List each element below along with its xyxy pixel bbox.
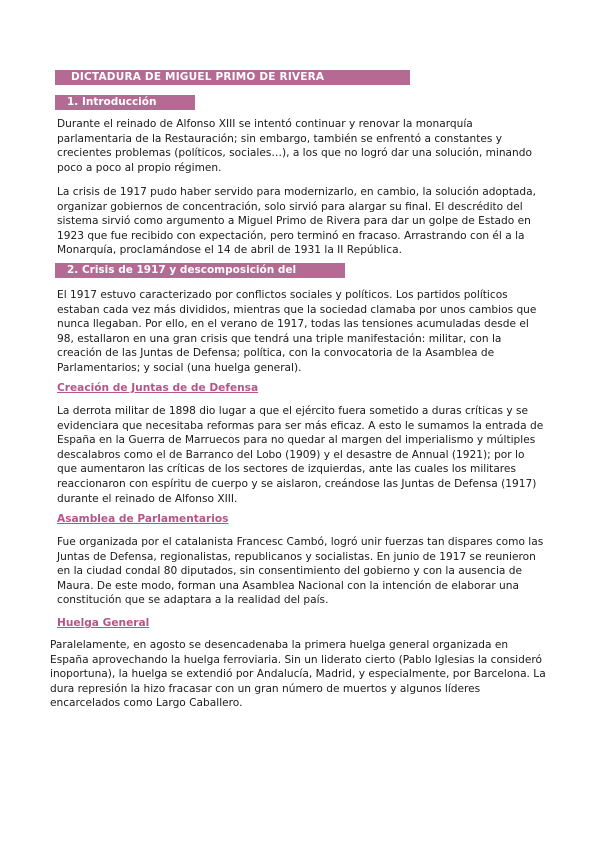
document-title: DICTADURA DE MIGUEL PRIMO DE RIVERA bbox=[55, 70, 410, 85]
section-heading-introduccion: 1. Introducción bbox=[55, 95, 195, 110]
subheading-huelga-general: Huelga General bbox=[57, 617, 150, 629]
paragraph-juntas-defensa: La derrota militar de 1898 dio lugar a que el ejército fuera sometido a duras críticas y se evidenciara que necesitaba reformas para ser más eficaz. A esto le sumamos la entrada de España en la Guerra de Marruecos para no quedar al margen del imperialismo y múltiples descalabros como el de Barranco del Lobo (1909) y el desastre de Annual (1921); por lo que aumentaron las críticas de los sectores de izquierdas, ante las cuales los militares reaccionaron con espíritu de cuerpo y se aislaron, creándose las Juntas de Defensa (1917) durante el reinado de Alfonso XIII. bbox=[57, 405, 544, 505]
paragraph-crisis-intro: El 1917 estuvo caracterizado por conflictos sociales y políticos. Los partidos políticos estaban cada vez más divididos, mientras que la sociedad clamaba por unos cambios que nunca llegaban. Por ello, en el verano de 1917, todas las tensiones acumuladas desde el 98, estallaron en una gran crisis que tendrá una triple manifestación: militar, con la creación de las Juntas de Defensa; política, con la convocatoria de la Asamblea de Parlamentarios; y social (una huelga general). bbox=[57, 289, 537, 374]
paragraph-huelga-general: Paralelamente, en agosto se desencadenaba la primera huelga general organizada en España aprovechando la huelga ferroviaria. Sin un liderato cierto (Pablo Iglesias la consideró inoportuna), la huelga se extendió por Andalucía, Madrid, y especialmente, por Barcelona. La dura represión la hizo fracasar con un gran número de muertos y algunos líderes encarcelados como Largo Caballero. bbox=[50, 639, 546, 710]
section-heading-crisis-1917: 2. Crisis de 1917 y descomposición del sistema bbox=[55, 263, 345, 278]
paragraph-intro-1: Durante el reinado de Alfonso XIII se intentó continuar y renovar la monarquía parlamentaria de la Restauración; sin embargo, también se enfrentó a constantes y crecientes problemas (políticos, sociales…), a los que no logró dar una solución, minando poco a poco al propio régimen. bbox=[57, 118, 532, 174]
subheading-juntas-defensa: Creación de Juntas de de Defensa bbox=[57, 382, 259, 394]
subheading-asamblea-parlamentarios: Asamblea de Parlamentarios bbox=[57, 513, 229, 525]
paragraph-asamblea-parlamentarios: Fue organizada por el catalanista Francesc Cambó, logró unir fuerzas tan dispares como las Juntas de Defensa, regionalistas, republicanos y socialistas. En junio de 1917 se reunieron en la ciudad condal 80 diputados, sin consentimiento del gobierno y con la ausencia de Maura. De este modo, forman una Asamblea Nacional con la intención de elaborar una constitución que se adaptara a la realidad del país. bbox=[57, 536, 544, 607]
paragraph-intro-2: La crisis de 1917 pudo haber servido para modernizarlo, en cambio, la solución adoptada, organizar gobiernos de concentración, solo sirvió para alargar su final. El descrédito del sistema sirvió como argumento a Miguel Primo de Rivera para dar un golpe de Estado en 1923 que fue recibido con expectación, pero terminó en fracaso. Arrastrando con él a la Monarquía, proclamándose el 14 de abril de 1931 la II República. bbox=[57, 186, 536, 257]
